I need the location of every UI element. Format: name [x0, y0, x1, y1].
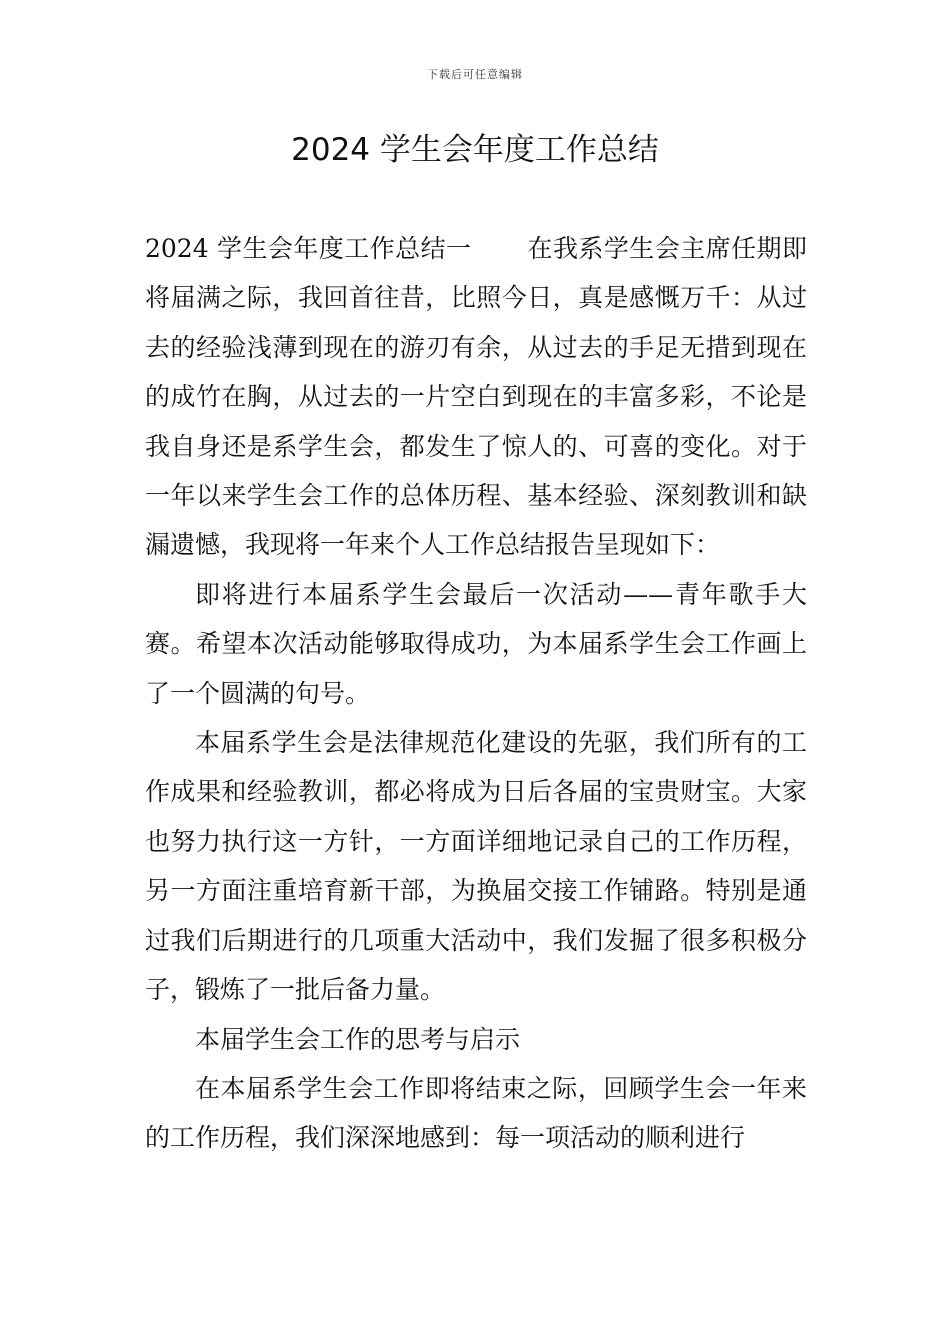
paragraph-3: 本届系学生会是法律规范化建设的先驱，我们所有的工作成果和经验教训，都必将成为日后各届的宝贵财宝。大家也努力执行这一方针，一方面详细地记录自己的工作历程，另一方面注重培育新干部，为换届交接工作铺路。特别是通过我们后期进行的几项重大活动中，我们发掘了很多积极分子，锻炼了一批后备力量。 [145, 728, 807, 1005]
header-note: 下载后可任意编辑 [427, 68, 523, 81]
intro-heading: 2024 学生会年度工作总结一 [145, 234, 472, 263]
document-title: 2024 学生会年度工作总结 [291, 132, 659, 168]
paragraph-intro [145, 224, 807, 570]
section-heading-reflection: 本届学生会工作的思考与启示 [195, 1024, 521, 1054]
paragraph-2: 即将进行本届系学生会最后一次活动——青年歌手大赛。希望本次活动能够取得成功，为本届系学生会工作画上了一个圆满的句号。 [145, 579, 807, 708]
document-body [145, 224, 807, 1163]
paragraph-1-text: 在我系学生会主席任期即将届满之际，我回首往昔，比照今日，真是感慨万千：从过去的经验浅薄到现在的游刃有余，从过去的手足无措到现在的成竹在胸，从过去的一片空白到现在的丰富多彩，不论是我自身还是系学生会，都发生了惊人的、可喜的变化。对于一年以来学生会工作的总体历程、基本经验、深刻教训和缺漏遗憾，我现将一年来个人工作总结报告呈现如下： [145, 234, 807, 560]
paragraph-5: 在本届系学生会工作即将结束之际，回顾学生会一年来的工作历程，我们深深地感到：每一项活动的顺利进行 [145, 1073, 807, 1153]
